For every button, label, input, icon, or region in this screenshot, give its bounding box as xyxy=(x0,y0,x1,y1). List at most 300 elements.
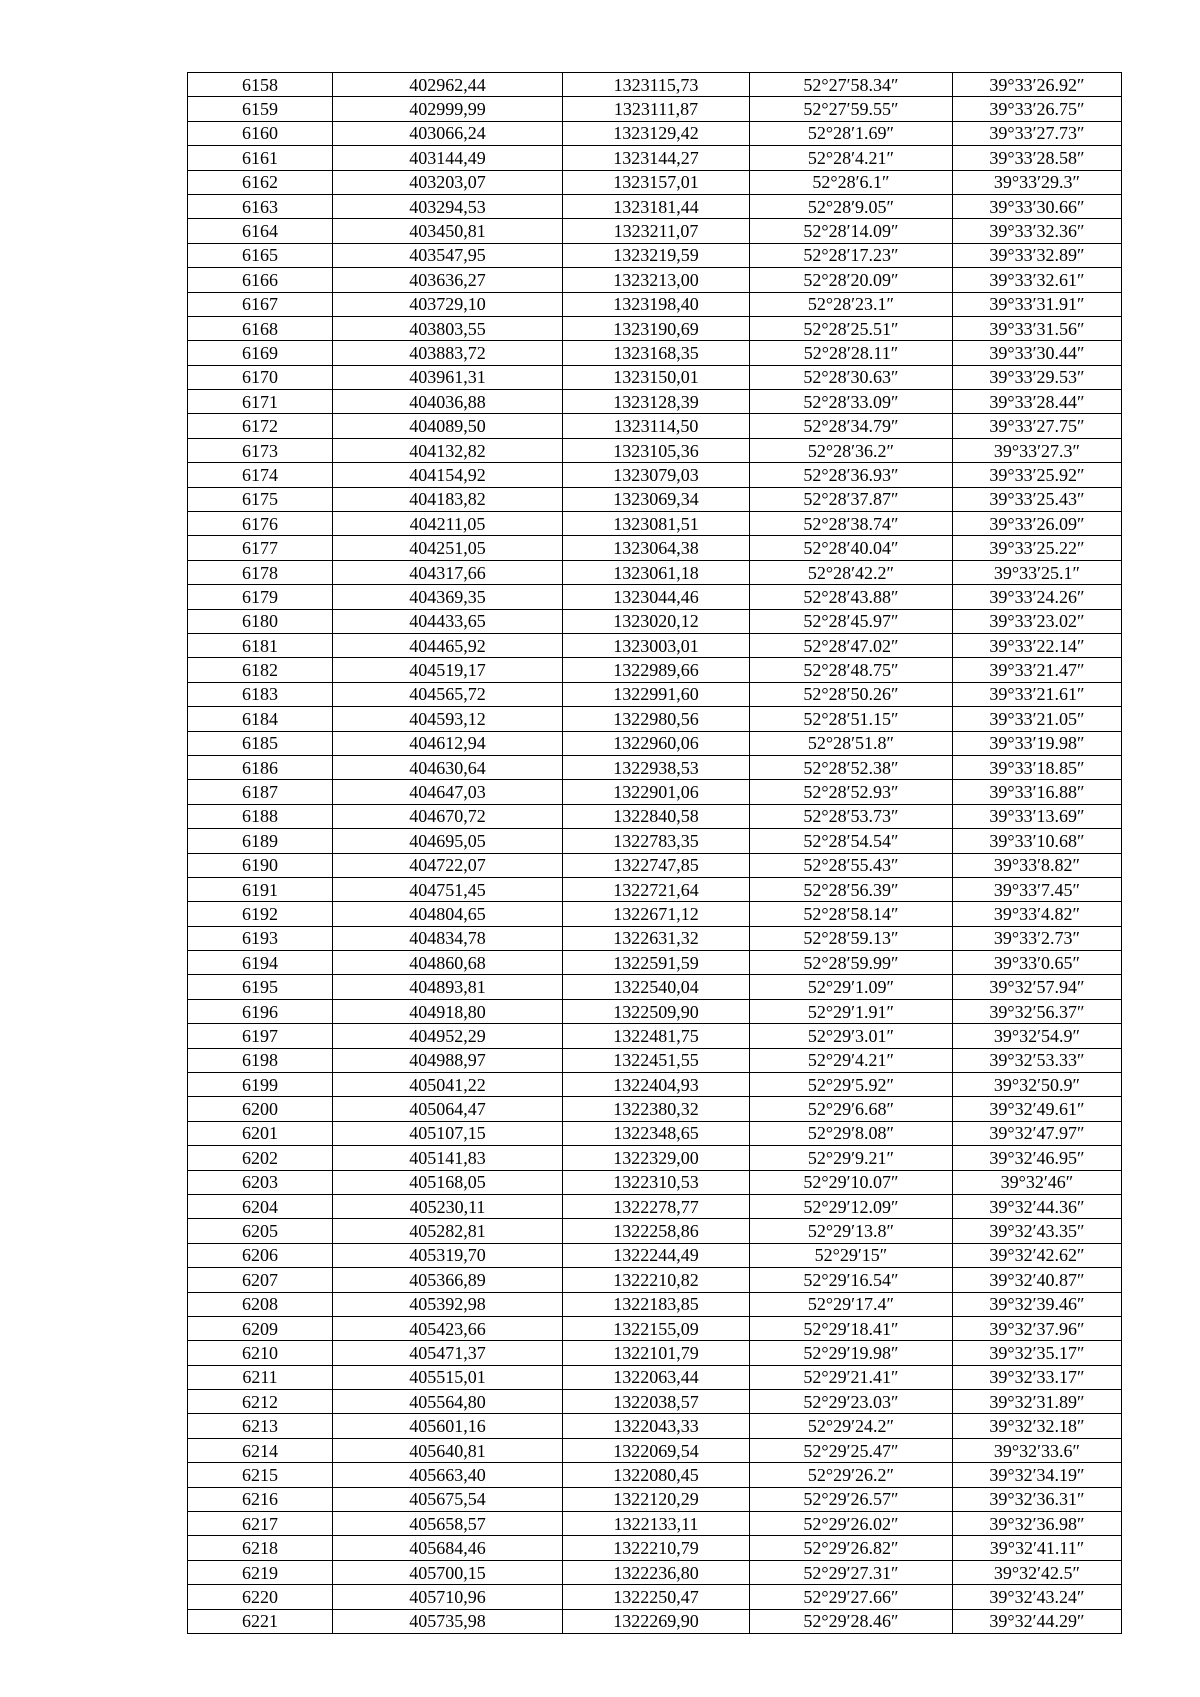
point-number-cell: 6192 xyxy=(188,902,333,926)
table-row xyxy=(188,1414,1122,1438)
x-coordinate-cell: 405471,37 xyxy=(333,1341,563,1365)
y-coordinate-cell: 1322901,06 xyxy=(563,780,750,804)
longitude-cell: 39°32′49.61″ xyxy=(953,1097,1122,1121)
table-row xyxy=(188,707,1122,731)
x-coordinate-cell: 404647,03 xyxy=(333,780,563,804)
x-coordinate-cell: 405663,40 xyxy=(333,1463,563,1487)
point-number-cell: 6172 xyxy=(188,414,333,438)
latitude-cell: 52°29′23.03″ xyxy=(750,1390,953,1414)
longitude-cell: 39°33′0.65″ xyxy=(953,951,1122,975)
latitude-cell: 52°29′9.21″ xyxy=(750,1146,953,1170)
latitude-cell: 52°28′43.88″ xyxy=(750,585,953,609)
point-number-cell: 6203 xyxy=(188,1170,333,1194)
latitude-cell: 52°29′13.8″ xyxy=(750,1219,953,1243)
point-number-cell: 6174 xyxy=(188,463,333,487)
x-coordinate-cell: 403203,07 xyxy=(333,170,563,194)
point-number-cell: 6194 xyxy=(188,951,333,975)
point-number-cell: 6205 xyxy=(188,1219,333,1243)
longitude-cell: 39°33′31.91″ xyxy=(953,292,1122,316)
point-number-cell: 6211 xyxy=(188,1365,333,1389)
table-row xyxy=(188,73,1122,97)
y-coordinate-cell: 1323211,07 xyxy=(563,219,750,243)
table-row xyxy=(188,1292,1122,1316)
x-coordinate-cell: 405735,98 xyxy=(333,1609,563,1633)
table-row xyxy=(188,1560,1122,1584)
latitude-cell: 52°29′10.07″ xyxy=(750,1170,953,1194)
point-number-cell: 6185 xyxy=(188,731,333,755)
latitude-cell: 52°28′36.93″ xyxy=(750,463,953,487)
latitude-cell: 52°29′5.92″ xyxy=(750,1073,953,1097)
longitude-cell: 39°33′29.3″ xyxy=(953,170,1122,194)
x-coordinate-cell: 403636,27 xyxy=(333,268,563,292)
table-row xyxy=(188,438,1122,462)
x-coordinate-cell: 404834,78 xyxy=(333,926,563,950)
y-coordinate-cell: 1322069,54 xyxy=(563,1438,750,1462)
point-number-cell: 6158 xyxy=(188,73,333,97)
longitude-cell: 39°32′33.6″ xyxy=(953,1438,1122,1462)
coordinate-table xyxy=(187,72,1122,1634)
latitude-cell: 52°29′1.09″ xyxy=(750,975,953,999)
table-row xyxy=(188,1463,1122,1487)
x-coordinate-cell: 403547,95 xyxy=(333,243,563,267)
point-number-cell: 6219 xyxy=(188,1560,333,1584)
y-coordinate-cell: 1323069,34 xyxy=(563,487,750,511)
point-number-cell: 6191 xyxy=(188,877,333,901)
latitude-cell: 52°28′4.21″ xyxy=(750,146,953,170)
longitude-cell: 39°32′46″ xyxy=(953,1170,1122,1194)
table-row xyxy=(188,1316,1122,1340)
latitude-cell: 52°29′8.08″ xyxy=(750,1121,953,1145)
x-coordinate-cell: 405107,15 xyxy=(333,1121,563,1145)
latitude-cell: 52°28′14.09″ xyxy=(750,219,953,243)
latitude-cell: 52°28′51.15″ xyxy=(750,707,953,731)
longitude-cell: 39°33′25.1″ xyxy=(953,560,1122,584)
x-coordinate-cell: 405041,22 xyxy=(333,1073,563,1097)
y-coordinate-cell: 1323079,03 xyxy=(563,463,750,487)
y-coordinate-cell: 1323198,40 xyxy=(563,292,750,316)
y-coordinate-cell: 1322329,00 xyxy=(563,1146,750,1170)
y-coordinate-cell: 1322481,75 xyxy=(563,1024,750,1048)
y-coordinate-cell: 1323105,36 xyxy=(563,438,750,462)
x-coordinate-cell: 403803,55 xyxy=(333,316,563,340)
longitude-cell: 39°33′30.44″ xyxy=(953,341,1122,365)
x-coordinate-cell: 405658,57 xyxy=(333,1512,563,1536)
point-number-cell: 6179 xyxy=(188,585,333,609)
longitude-cell: 39°33′16.88″ xyxy=(953,780,1122,804)
point-number-cell: 6218 xyxy=(188,1536,333,1560)
x-coordinate-cell: 404036,88 xyxy=(333,390,563,414)
table-row xyxy=(188,194,1122,218)
longitude-cell: 39°32′44.36″ xyxy=(953,1194,1122,1218)
table-row xyxy=(188,1219,1122,1243)
table-row xyxy=(188,1170,1122,1194)
y-coordinate-cell: 1323157,01 xyxy=(563,170,750,194)
latitude-cell: 52°29′12.09″ xyxy=(750,1194,953,1218)
x-coordinate-cell: 404988,97 xyxy=(333,1048,563,1072)
table-row xyxy=(188,780,1122,804)
table-row xyxy=(188,1438,1122,1462)
point-number-cell: 6195 xyxy=(188,975,333,999)
y-coordinate-cell: 1322938,53 xyxy=(563,755,750,779)
x-coordinate-cell: 405710,96 xyxy=(333,1585,563,1609)
latitude-cell: 52°29′21.41″ xyxy=(750,1365,953,1389)
y-coordinate-cell: 1323168,35 xyxy=(563,341,750,365)
x-coordinate-cell: 405366,89 xyxy=(333,1268,563,1292)
latitude-cell: 52°28′45.97″ xyxy=(750,609,953,633)
point-number-cell: 6180 xyxy=(188,609,333,633)
point-number-cell: 6193 xyxy=(188,926,333,950)
table-row xyxy=(188,1121,1122,1145)
y-coordinate-cell: 1322991,60 xyxy=(563,682,750,706)
latitude-cell: 52°29′26.2″ xyxy=(750,1463,953,1487)
latitude-cell: 52°28′56.39″ xyxy=(750,877,953,901)
y-coordinate-cell: 1322980,56 xyxy=(563,707,750,731)
latitude-cell: 52°28′34.79″ xyxy=(750,414,953,438)
y-coordinate-cell: 1323081,51 xyxy=(563,512,750,536)
y-coordinate-cell: 1323111,87 xyxy=(563,97,750,121)
longitude-cell: 39°33′27.73″ xyxy=(953,121,1122,145)
y-coordinate-cell: 1322783,35 xyxy=(563,829,750,853)
table-row xyxy=(188,1024,1122,1048)
x-coordinate-cell: 405319,70 xyxy=(333,1243,563,1267)
latitude-cell: 52°29′3.01″ xyxy=(750,1024,953,1048)
latitude-cell: 52°28′47.02″ xyxy=(750,633,953,657)
table-row xyxy=(188,1073,1122,1097)
latitude-cell: 52°28′9.05″ xyxy=(750,194,953,218)
x-coordinate-cell: 404804,65 xyxy=(333,902,563,926)
latitude-cell: 52°28′23.1″ xyxy=(750,292,953,316)
longitude-cell: 39°33′25.22″ xyxy=(953,536,1122,560)
longitude-cell: 39°33′22.14″ xyxy=(953,633,1122,657)
y-coordinate-cell: 1322133,11 xyxy=(563,1512,750,1536)
x-coordinate-cell: 404211,05 xyxy=(333,512,563,536)
y-coordinate-cell: 1323020,12 xyxy=(563,609,750,633)
x-coordinate-cell: 405141,83 xyxy=(333,1146,563,1170)
longitude-cell: 39°33′7.45″ xyxy=(953,877,1122,901)
longitude-cell: 39°33′28.58″ xyxy=(953,146,1122,170)
x-coordinate-cell: 404251,05 xyxy=(333,536,563,560)
latitude-cell: 52°29′1.91″ xyxy=(750,999,953,1023)
y-coordinate-cell: 1322989,66 xyxy=(563,658,750,682)
table-row xyxy=(188,146,1122,170)
point-number-cell: 6220 xyxy=(188,1585,333,1609)
x-coordinate-cell: 404612,94 xyxy=(333,731,563,755)
longitude-cell: 39°32′47.97″ xyxy=(953,1121,1122,1145)
latitude-cell: 52°28′59.13″ xyxy=(750,926,953,950)
point-number-cell: 6167 xyxy=(188,292,333,316)
longitude-cell: 39°33′24.26″ xyxy=(953,585,1122,609)
x-coordinate-cell: 405064,47 xyxy=(333,1097,563,1121)
point-number-cell: 6221 xyxy=(188,1609,333,1633)
longitude-cell: 39°32′34.19″ xyxy=(953,1463,1122,1487)
longitude-cell: 39°32′43.35″ xyxy=(953,1219,1122,1243)
longitude-cell: 39°33′21.05″ xyxy=(953,707,1122,731)
table-row xyxy=(188,804,1122,828)
y-coordinate-cell: 1323061,18 xyxy=(563,560,750,584)
x-coordinate-cell: 404089,50 xyxy=(333,414,563,438)
table-row xyxy=(188,97,1122,121)
latitude-cell: 52°27′59.55″ xyxy=(750,97,953,121)
point-number-cell: 6171 xyxy=(188,390,333,414)
table-row xyxy=(188,1487,1122,1511)
x-coordinate-cell: 405282,81 xyxy=(333,1219,563,1243)
latitude-cell: 52°29′26.57″ xyxy=(750,1487,953,1511)
x-coordinate-cell: 404369,35 xyxy=(333,585,563,609)
point-number-cell: 6207 xyxy=(188,1268,333,1292)
longitude-cell: 39°33′18.85″ xyxy=(953,755,1122,779)
longitude-cell: 39°33′13.69″ xyxy=(953,804,1122,828)
latitude-cell: 52°29′26.02″ xyxy=(750,1512,953,1536)
table-row xyxy=(188,1365,1122,1389)
longitude-cell: 39°32′31.89″ xyxy=(953,1390,1122,1414)
longitude-cell: 39°33′28.44″ xyxy=(953,390,1122,414)
longitude-cell: 39°33′30.66″ xyxy=(953,194,1122,218)
longitude-cell: 39°32′39.46″ xyxy=(953,1292,1122,1316)
y-coordinate-cell: 1323181,44 xyxy=(563,194,750,218)
point-number-cell: 6182 xyxy=(188,658,333,682)
y-coordinate-cell: 1322671,12 xyxy=(563,902,750,926)
latitude-cell: 52°28′1.69″ xyxy=(750,121,953,145)
x-coordinate-cell: 405601,16 xyxy=(333,1414,563,1438)
longitude-cell: 39°33′23.02″ xyxy=(953,609,1122,633)
longitude-cell: 39°32′33.17″ xyxy=(953,1365,1122,1389)
x-coordinate-cell: 404918,80 xyxy=(333,999,563,1023)
latitude-cell: 52°28′33.09″ xyxy=(750,390,953,414)
table-row xyxy=(188,682,1122,706)
y-coordinate-cell: 1322080,45 xyxy=(563,1463,750,1487)
latitude-cell: 52°29′27.66″ xyxy=(750,1585,953,1609)
table-row xyxy=(188,1146,1122,1170)
y-coordinate-cell: 1322509,90 xyxy=(563,999,750,1023)
point-number-cell: 6216 xyxy=(188,1487,333,1511)
table-row xyxy=(188,1585,1122,1609)
point-number-cell: 6200 xyxy=(188,1097,333,1121)
x-coordinate-cell: 405392,98 xyxy=(333,1292,563,1316)
x-coordinate-cell: 405684,46 xyxy=(333,1536,563,1560)
y-coordinate-cell: 1322155,09 xyxy=(563,1316,750,1340)
longitude-cell: 39°33′26.92″ xyxy=(953,73,1122,97)
y-coordinate-cell: 1322540,04 xyxy=(563,975,750,999)
x-coordinate-cell: 404465,92 xyxy=(333,633,563,657)
point-number-cell: 6206 xyxy=(188,1243,333,1267)
longitude-cell: 39°33′29.53″ xyxy=(953,365,1122,389)
longitude-cell: 39°33′25.92″ xyxy=(953,463,1122,487)
table-row xyxy=(188,292,1122,316)
x-coordinate-cell: 404860,68 xyxy=(333,951,563,975)
y-coordinate-cell: 1322236,80 xyxy=(563,1560,750,1584)
point-number-cell: 6163 xyxy=(188,194,333,218)
table-row xyxy=(188,170,1122,194)
x-coordinate-cell: 403294,53 xyxy=(333,194,563,218)
y-coordinate-cell: 1322120,29 xyxy=(563,1487,750,1511)
point-number-cell: 6161 xyxy=(188,146,333,170)
latitude-cell: 52°29′28.46″ xyxy=(750,1609,953,1633)
x-coordinate-cell: 403450,81 xyxy=(333,219,563,243)
x-coordinate-cell: 404722,07 xyxy=(333,853,563,877)
longitude-cell: 39°32′36.98″ xyxy=(953,1512,1122,1536)
y-coordinate-cell: 1322244,49 xyxy=(563,1243,750,1267)
point-number-cell: 6214 xyxy=(188,1438,333,1462)
point-number-cell: 6177 xyxy=(188,536,333,560)
latitude-cell: 52°28′25.51″ xyxy=(750,316,953,340)
longitude-cell: 39°33′26.75″ xyxy=(953,97,1122,121)
point-number-cell: 6175 xyxy=(188,487,333,511)
x-coordinate-cell: 404565,72 xyxy=(333,682,563,706)
y-coordinate-cell: 1322278,77 xyxy=(563,1194,750,1218)
y-coordinate-cell: 1323129,42 xyxy=(563,121,750,145)
latitude-cell: 52°28′28.11″ xyxy=(750,341,953,365)
point-number-cell: 6196 xyxy=(188,999,333,1023)
x-coordinate-cell: 404183,82 xyxy=(333,487,563,511)
point-number-cell: 6181 xyxy=(188,633,333,657)
table-row xyxy=(188,1390,1122,1414)
latitude-cell: 52°28′55.43″ xyxy=(750,853,953,877)
y-coordinate-cell: 1322183,85 xyxy=(563,1292,750,1316)
table-row xyxy=(188,487,1122,511)
longitude-cell: 39°33′19.98″ xyxy=(953,731,1122,755)
y-coordinate-cell: 1322451,55 xyxy=(563,1048,750,1072)
table-row xyxy=(188,658,1122,682)
table-row xyxy=(188,951,1122,975)
x-coordinate-cell: 403961,31 xyxy=(333,365,563,389)
x-coordinate-cell: 404519,17 xyxy=(333,658,563,682)
latitude-cell: 52°28′37.87″ xyxy=(750,487,953,511)
latitude-cell: 52°29′26.82″ xyxy=(750,1536,953,1560)
latitude-cell: 52°27′58.34″ xyxy=(750,73,953,97)
table-row xyxy=(188,1097,1122,1121)
point-number-cell: 6199 xyxy=(188,1073,333,1097)
table-row xyxy=(188,1536,1122,1560)
table-row xyxy=(188,414,1122,438)
point-number-cell: 6169 xyxy=(188,341,333,365)
latitude-cell: 52°29′24.2″ xyxy=(750,1414,953,1438)
longitude-cell: 39°32′41.11″ xyxy=(953,1536,1122,1560)
y-coordinate-cell: 1323144,27 xyxy=(563,146,750,170)
x-coordinate-cell: 405640,81 xyxy=(333,1438,563,1462)
table-row xyxy=(188,1048,1122,1072)
x-coordinate-cell: 405564,80 xyxy=(333,1390,563,1414)
point-number-cell: 6160 xyxy=(188,121,333,145)
point-number-cell: 6183 xyxy=(188,682,333,706)
x-coordinate-cell: 404751,45 xyxy=(333,877,563,901)
y-coordinate-cell: 1323213,00 xyxy=(563,268,750,292)
latitude-cell: 52°28′53.73″ xyxy=(750,804,953,828)
x-coordinate-cell: 405515,01 xyxy=(333,1365,563,1389)
y-coordinate-cell: 1323150,01 xyxy=(563,365,750,389)
latitude-cell: 52°29′27.31″ xyxy=(750,1560,953,1584)
y-coordinate-cell: 1322960,06 xyxy=(563,731,750,755)
longitude-cell: 39°33′27.75″ xyxy=(953,414,1122,438)
y-coordinate-cell: 1322101,79 xyxy=(563,1341,750,1365)
table-row xyxy=(188,1243,1122,1267)
point-number-cell: 6201 xyxy=(188,1121,333,1145)
point-number-cell: 6178 xyxy=(188,560,333,584)
longitude-cell: 39°32′44.29″ xyxy=(953,1609,1122,1633)
longitude-cell: 39°33′21.61″ xyxy=(953,682,1122,706)
point-number-cell: 6176 xyxy=(188,512,333,536)
table-row xyxy=(188,512,1122,536)
point-number-cell: 6159 xyxy=(188,97,333,121)
y-coordinate-cell: 1322310,53 xyxy=(563,1170,750,1194)
longitude-cell: 39°32′57.94″ xyxy=(953,975,1122,999)
point-number-cell: 6210 xyxy=(188,1341,333,1365)
x-coordinate-cell: 402962,44 xyxy=(333,73,563,97)
longitude-cell: 39°33′27.3″ xyxy=(953,438,1122,462)
y-coordinate-cell: 1323128,39 xyxy=(563,390,750,414)
longitude-cell: 39°32′50.9″ xyxy=(953,1073,1122,1097)
latitude-cell: 52°29′25.47″ xyxy=(750,1438,953,1462)
longitude-cell: 39°33′32.36″ xyxy=(953,219,1122,243)
table-row xyxy=(188,560,1122,584)
latitude-cell: 52°29′16.54″ xyxy=(750,1268,953,1292)
point-number-cell: 6162 xyxy=(188,170,333,194)
point-number-cell: 6208 xyxy=(188,1292,333,1316)
x-coordinate-cell: 403883,72 xyxy=(333,341,563,365)
longitude-cell: 39°33′2.73″ xyxy=(953,926,1122,950)
latitude-cell: 52°29′4.21″ xyxy=(750,1048,953,1072)
y-coordinate-cell: 1322348,65 xyxy=(563,1121,750,1145)
longitude-cell: 39°33′21.47″ xyxy=(953,658,1122,682)
x-coordinate-cell: 405675,54 xyxy=(333,1487,563,1511)
point-number-cell: 6198 xyxy=(188,1048,333,1072)
y-coordinate-cell: 1322840,58 xyxy=(563,804,750,828)
y-coordinate-cell: 1323219,59 xyxy=(563,243,750,267)
y-coordinate-cell: 1322380,32 xyxy=(563,1097,750,1121)
longitude-cell: 39°32′53.33″ xyxy=(953,1048,1122,1072)
longitude-cell: 39°33′32.89″ xyxy=(953,243,1122,267)
table-row xyxy=(188,268,1122,292)
y-coordinate-cell: 1323190,69 xyxy=(563,316,750,340)
latitude-cell: 52°28′54.54″ xyxy=(750,829,953,853)
point-number-cell: 6197 xyxy=(188,1024,333,1048)
table-row xyxy=(188,121,1122,145)
point-number-cell: 6202 xyxy=(188,1146,333,1170)
latitude-cell: 52°29′6.68″ xyxy=(750,1097,953,1121)
x-coordinate-cell: 404893,81 xyxy=(333,975,563,999)
table-row xyxy=(188,731,1122,755)
x-coordinate-cell: 405230,11 xyxy=(333,1194,563,1218)
longitude-cell: 39°32′36.31″ xyxy=(953,1487,1122,1511)
longitude-cell: 39°33′31.56″ xyxy=(953,316,1122,340)
latitude-cell: 52°28′58.14″ xyxy=(750,902,953,926)
latitude-cell: 52°29′17.4″ xyxy=(750,1292,953,1316)
x-coordinate-cell: 405423,66 xyxy=(333,1316,563,1340)
point-number-cell: 6209 xyxy=(188,1316,333,1340)
y-coordinate-cell: 1322210,79 xyxy=(563,1536,750,1560)
table-row xyxy=(188,243,1122,267)
y-coordinate-cell: 1323064,38 xyxy=(563,536,750,560)
y-coordinate-cell: 1322404,93 xyxy=(563,1073,750,1097)
point-number-cell: 6165 xyxy=(188,243,333,267)
longitude-cell: 39°33′8.82″ xyxy=(953,853,1122,877)
x-coordinate-cell: 404317,66 xyxy=(333,560,563,584)
latitude-cell: 52°28′51.8″ xyxy=(750,731,953,755)
table-row xyxy=(188,1341,1122,1365)
point-number-cell: 6190 xyxy=(188,853,333,877)
table-row xyxy=(188,1512,1122,1536)
point-number-cell: 6204 xyxy=(188,1194,333,1218)
table-row xyxy=(188,1194,1122,1218)
table-row xyxy=(188,877,1122,901)
y-coordinate-cell: 1322043,33 xyxy=(563,1414,750,1438)
x-coordinate-cell: 404630,64 xyxy=(333,755,563,779)
latitude-cell: 52°28′38.74″ xyxy=(750,512,953,536)
table-row xyxy=(188,365,1122,389)
longitude-cell: 39°33′10.68″ xyxy=(953,829,1122,853)
y-coordinate-cell: 1322631,32 xyxy=(563,926,750,950)
y-coordinate-cell: 1322721,64 xyxy=(563,877,750,901)
table-row xyxy=(188,463,1122,487)
